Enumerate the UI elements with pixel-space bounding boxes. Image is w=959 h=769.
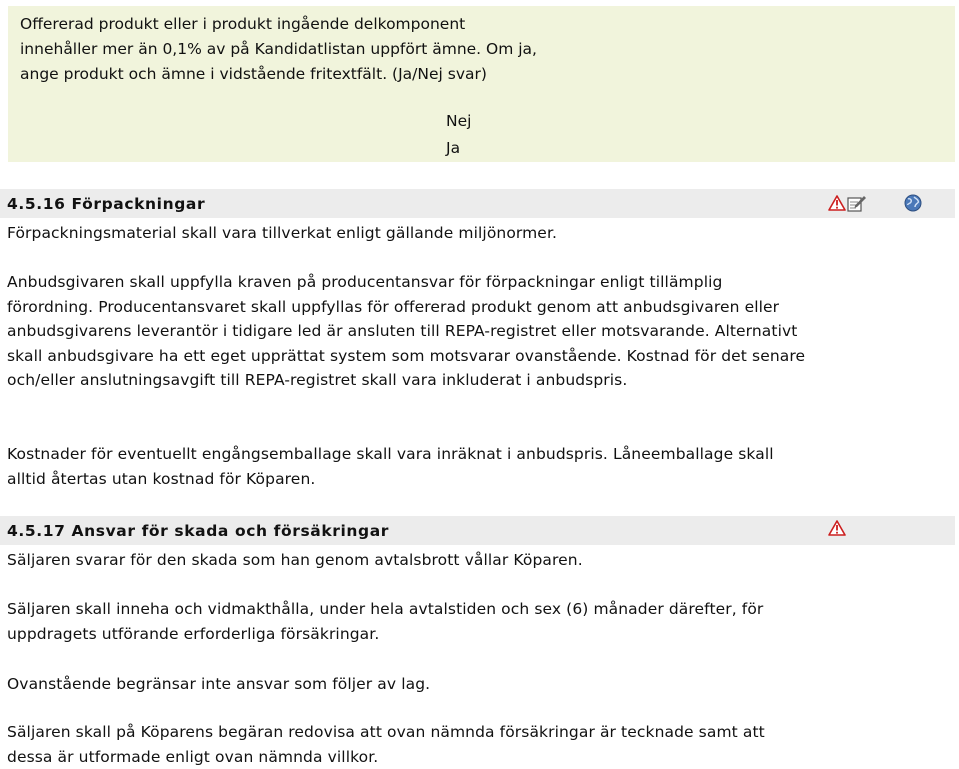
question-box: [8, 6, 955, 162]
section-title: 4.5.17 Ansvar för skada och försäkringar: [7, 522, 390, 540]
answer-option-ja[interactable]: Ja: [446, 139, 461, 157]
paragraph: Kostnader för eventuellt engångsemballage skall vara inräknat i anbudspris. Låneemballage skall alltid återtas utan kostnad för Köparen.: [7, 445, 774, 488]
warning-icon[interactable]: [828, 520, 846, 536]
paragraph: Säljaren svarar för den skada som han genom avtalsbrott vållar Köparen.: [7, 551, 583, 569]
section-header-ansvar: [0, 516, 955, 545]
answer-option-nej[interactable]: Nej: [446, 112, 472, 130]
paragraph: Ovanstående begränsar inte ansvar som följer av lag.: [7, 675, 431, 693]
globe-icon[interactable]: [904, 194, 922, 212]
paragraph: Förpackningsmaterial skall vara tillverkat enligt gällande miljönormer.: [7, 224, 558, 242]
section-header-forpackningar: [0, 189, 955, 218]
edit-note-icon[interactable]: [847, 195, 867, 213]
paragraph: Säljaren skall inneha och vidmakthålla, under hela avtalstiden och sex (6) månader därefter, för uppdragets utförande erforderliga försäkringar.: [7, 600, 764, 643]
paragraph: Anbudsgivaren skall uppfylla kraven på producentansvar för förpackningar enligt tillämplig förordning. Producentansvaret skall uppfyllas för offererad produkt genom att anbudsgivaren eller anbudsgivarens leverantör i tidigare led är ansluten till REPA-registret eller motsvarande. Alternativt skall anbudsgivare ha ett eget upprättat system som motsvarar ovanstående. Kostnad för det senare och/eller anslutningsavgift till REPA-registret skall vara inkluderat i anbudspris.: [7, 273, 806, 389]
paragraph: Säljaren skall på Köparens begäran redovisa att ovan nämnda försäkringar är tecknade samt att dessa är utformade enligt ovan nämnda villkor.: [7, 723, 765, 766]
question-text: Offererad produkt eller i produkt ingående delkomponent innehåller mer än 0,1% av på Kandidatlistan uppfört ämne. Om ja, ange produkt och ämne i vidstående fritextfält. (Ja/Nej svar): [20, 15, 537, 83]
section-title: 4.5.16 Förpackningar: [7, 195, 206, 213]
warning-icon[interactable]: [828, 195, 846, 211]
